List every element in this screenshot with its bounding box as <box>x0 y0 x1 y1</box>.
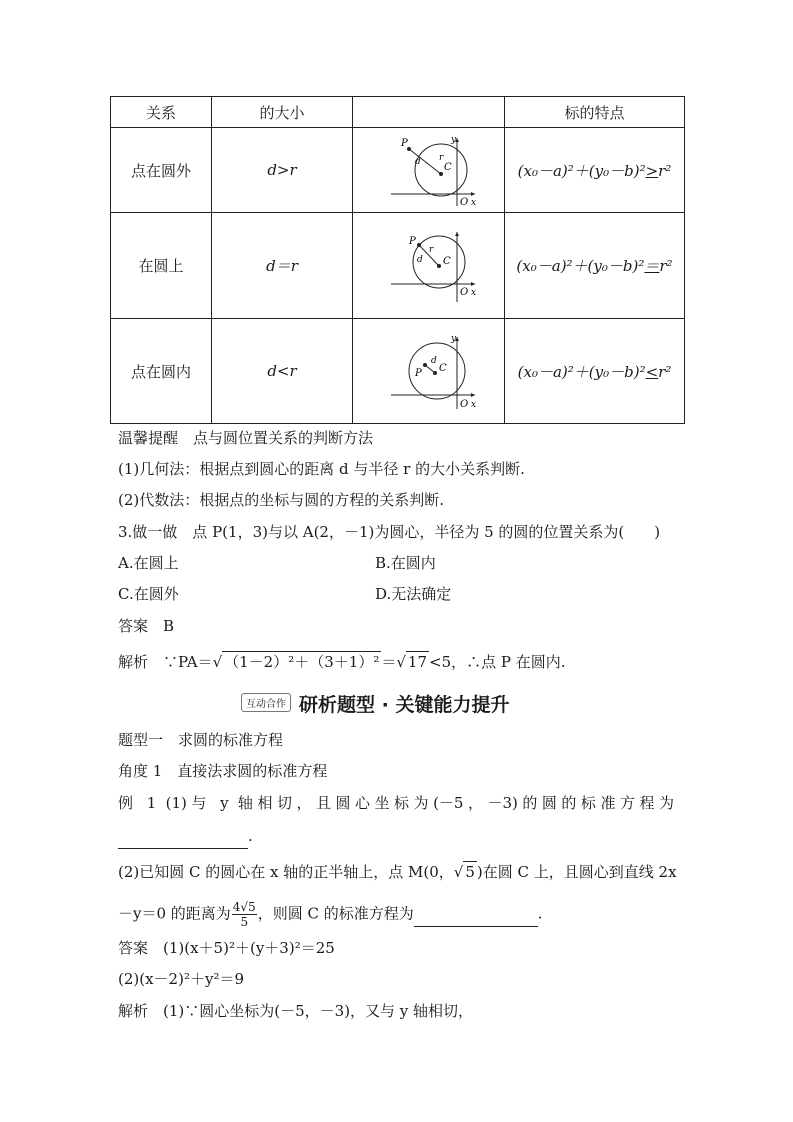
label-O: O <box>459 197 468 208</box>
formula-rhs: r² <box>659 257 673 275</box>
analysis-radicand: （1－2）²＋（3＋1）² <box>224 653 380 671</box>
header-feature: 标的特点 <box>505 97 685 128</box>
analysis-radicand-2: 17 <box>407 653 427 671</box>
option-d: D.无法确定 <box>375 585 452 603</box>
size-on: d＝r <box>212 213 353 319</box>
figure-on <box>353 213 505 319</box>
part-2-text-c: －y＝0 的距离为 <box>118 904 231 923</box>
figure-outside <box>353 128 505 213</box>
tip-algebraic: (2)代数法：根据点的坐标与圆的方程的关系判断. <box>118 491 445 509</box>
feature-outside <box>505 128 685 213</box>
blank-2-period: . <box>537 904 543 923</box>
figure-inside <box>353 319 505 424</box>
label-y: y <box>450 334 456 344</box>
part-2-text-d: ，则圆 C 的标准方程为 <box>257 904 414 923</box>
feature-inside <box>505 319 685 424</box>
table-row-on <box>111 213 685 319</box>
formula-lhs: (x₀－a)²＋(y₀－b)² <box>516 257 645 275</box>
label-O: O <box>459 286 468 298</box>
circle-point-inside-figure <box>379 331 479 411</box>
label-O: O <box>459 399 468 410</box>
header-relation: 关系 <box>111 97 212 128</box>
example-1-part-2-line-1: (2)已知圆 C 的圆心在 x 轴的正半轴上，点 M(0，√ 5 )在圆 C 上，且圆心到直线 2x <box>118 863 677 881</box>
label-C: C <box>443 162 452 173</box>
fraction-denominator: 5 <box>240 915 249 929</box>
section-title: 研析题型 · 关键能力提升 <box>299 694 510 716</box>
label-P: P <box>414 368 422 379</box>
label-C: C <box>438 363 447 374</box>
example-1-part-1-text: 例 1 (1)与 y 轴相切，且圆心坐标为(－5，－3)的圆的标准方程为 <box>118 794 674 812</box>
answer-blank-1 <box>118 828 248 849</box>
label-P: P <box>408 235 416 247</box>
header-figure <box>353 97 505 128</box>
circle-point-outside-figure <box>379 132 479 208</box>
type-1-title: 题型一 求圆的标准方程 <box>118 731 284 749</box>
example-1-answer-1: 答案 (1)(x＋5)²＋(y＋3)²＝25 <box>118 939 335 957</box>
fraction-numerator: 4√5 <box>232 900 256 914</box>
analysis-equals: ＝ <box>381 653 397 671</box>
option-c: C.在圆外 <box>118 585 179 603</box>
header-size: 的大小 <box>212 97 353 128</box>
answer-blank-2 <box>414 906 538 927</box>
question-3-answer: 答案 B <box>118 617 175 635</box>
relation-inside: 点在圆内 <box>111 319 212 424</box>
formula-rhs: r² <box>658 161 672 180</box>
formula-lhs: (x₀－a)²＋(y₀－b)² <box>517 161 646 180</box>
size-outside: d>r <box>212 128 353 213</box>
size-inside: d<r <box>212 319 353 424</box>
part-2-radicand: 5 <box>465 863 475 881</box>
part-2-text-a: (2)已知圆 C 的圆心在 x 轴的正半轴上，点 M(0， <box>118 863 454 881</box>
label-x: x <box>470 198 476 208</box>
formula-lhs: (x₀－a)²＋(y₀－b)² <box>517 362 646 381</box>
question-3-stem: 3.做一做 点 P(1，3)与以 A(2，－1)为圆心，半径为 5 的圆的位置关系为( ) <box>118 523 661 541</box>
option-a: A.在圆上 <box>118 554 179 572</box>
question-3-analysis: 解析 ∵PA＝√ （1－2）²＋（3＋1）² ＝√ 17 <5，∴点 P 在圆内. <box>118 653 566 671</box>
label-x: x <box>470 287 476 298</box>
label-r: r <box>438 153 443 163</box>
formula-op: ＝ <box>644 257 660 275</box>
example-1-part-1 <box>118 793 674 813</box>
formula-rhs: r² <box>658 362 672 381</box>
formula-op: > <box>645 161 659 180</box>
analysis-suffix: <5，∴点 P 在圆内. <box>429 653 566 671</box>
circle-point-on-figure <box>379 228 479 304</box>
label-r: r <box>428 244 433 255</box>
table-row-inside <box>111 319 685 424</box>
section-heading <box>241 690 509 717</box>
relation-on: 在圆上 <box>111 213 212 319</box>
label-x: x <box>470 400 476 410</box>
section-tag: 互动合作 <box>241 693 291 712</box>
example-1-answer-2: (2)(x－2)²＋y²＝9 <box>118 970 244 988</box>
blank-1-period: . <box>248 827 253 845</box>
example-1-analysis: 解析 (1)∵圆心坐标为(－5，－3)，又与 y 轴相切， <box>118 1002 474 1020</box>
label-d: d <box>416 254 423 265</box>
example-1-part-1-blank-line <box>118 826 253 849</box>
distance-fraction <box>232 900 257 929</box>
label-d: d <box>430 356 437 366</box>
formula-op: < <box>645 362 659 381</box>
relation-outside: 点在圆外 <box>111 128 212 213</box>
example-1-part-2-line-2 <box>118 900 543 929</box>
label-d: d <box>414 157 421 167</box>
tip-geometric: (1)几何法：根据点到圆心的距离 d 与半径 r 的大小关系判断. <box>118 460 525 478</box>
part-2-text-b: )在圆 C 上，且圆心到直线 2x <box>476 863 677 881</box>
tip-title: 温馨提醒 点与圆位置关系的判断方法 <box>118 429 374 447</box>
label-P: P <box>400 138 408 149</box>
table-row-outside <box>111 128 685 213</box>
angle-1-title: 角度 1 直接法求圆的标准方程 <box>118 762 328 780</box>
analysis-prefix: 解析 ∵PA＝ <box>118 653 213 671</box>
point-circle-relation-table <box>110 96 685 424</box>
label-C: C <box>442 255 451 267</box>
feature-on <box>505 213 685 319</box>
label-y: y <box>450 135 456 145</box>
table-header-row <box>111 97 685 128</box>
option-b: B.在圆内 <box>375 554 436 572</box>
